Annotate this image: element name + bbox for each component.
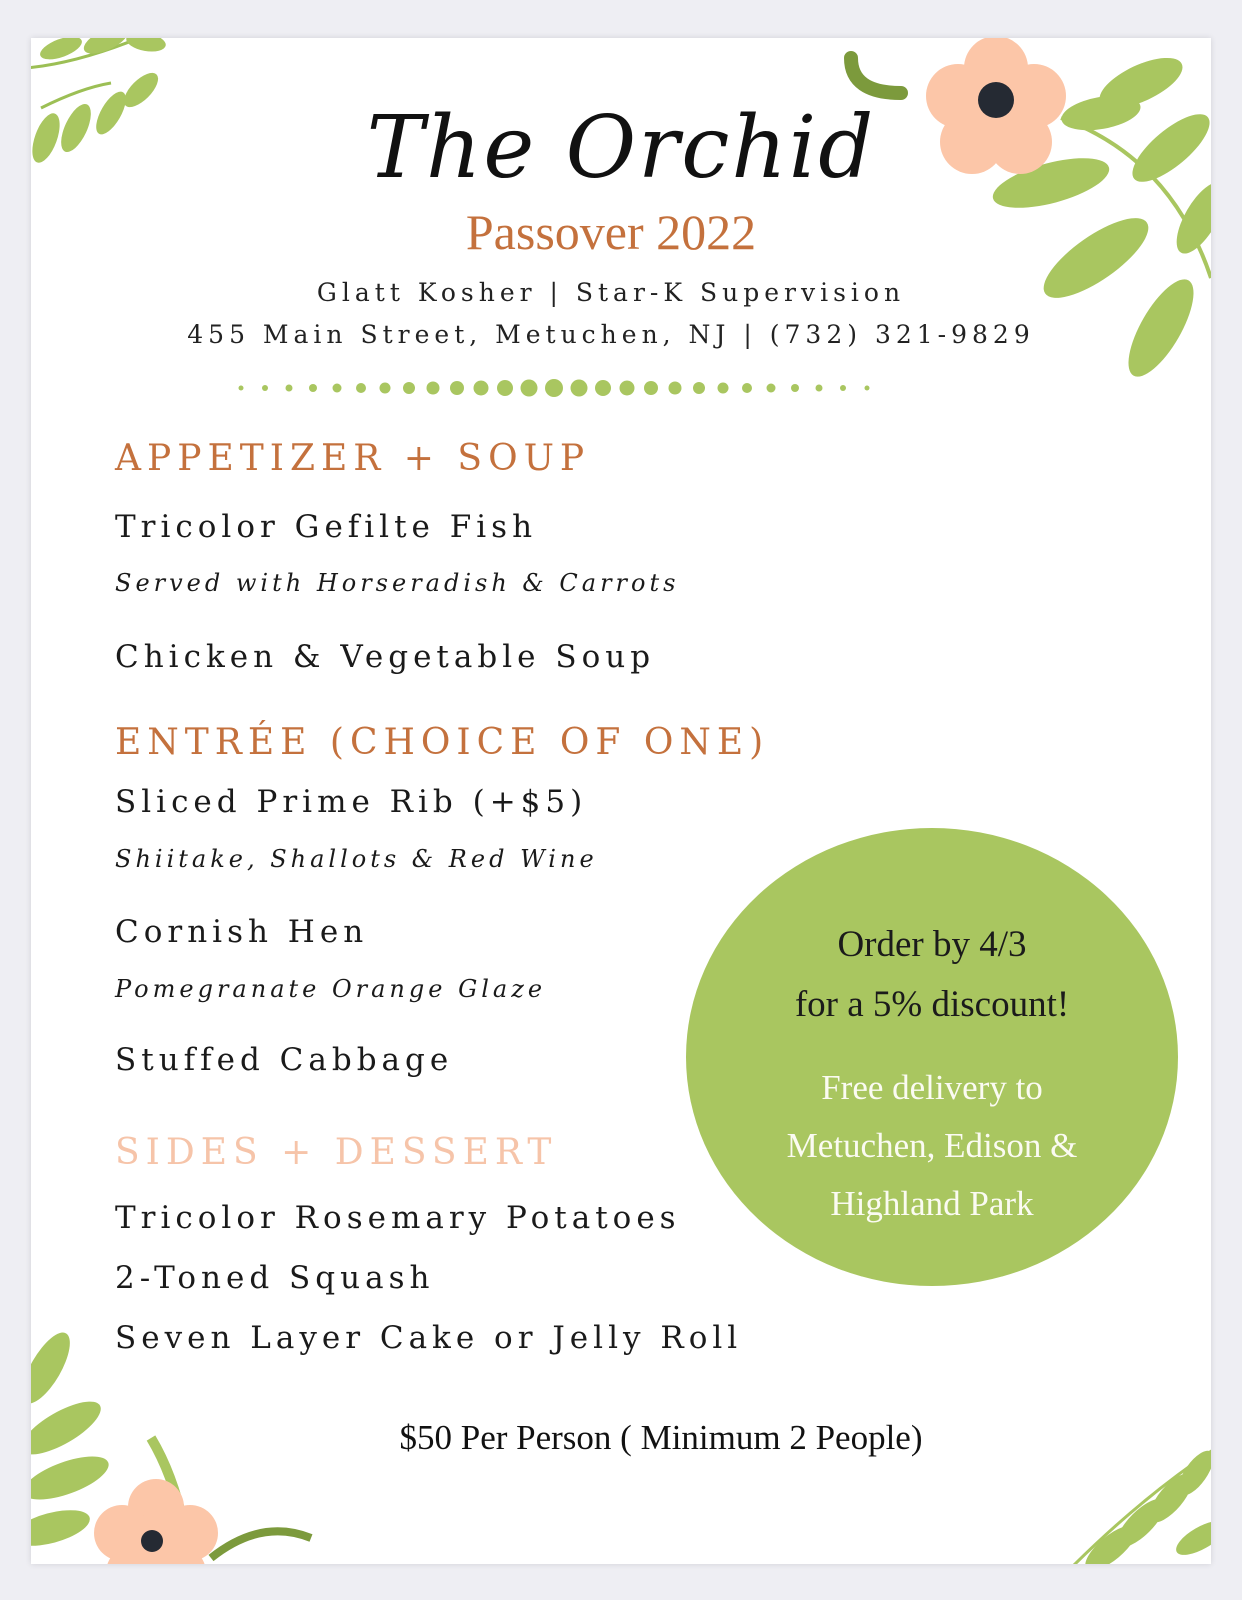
menu-item-description: Shiitake, Shallots & Red Wine [115, 845, 598, 873]
menu-subtitle: Passover 2022 [465, 204, 757, 260]
promo-discount: for a 5% discount! [794, 984, 1070, 1025]
menu-item-description: Served with Horseradish & Carrots [115, 569, 680, 597]
section-heading-entree: ENTRÉE (CHOICE OF ONE) [115, 722, 770, 763]
leaf-sprig-icon [1051, 1408, 1211, 1564]
menu-item-description: Pomegranate Orange Glaze [115, 975, 547, 1003]
menu-item: Chicken & Vegetable Soup [115, 639, 656, 675]
menu-item: Tricolor Rosemary Potatoes [115, 1200, 681, 1236]
menu-item: Stuffed Cabbage [115, 1042, 454, 1078]
section-heading-appetizer: APPETIZER + SOUP [115, 438, 591, 479]
section-heading-sides: SIDES + DESSERT [115, 1132, 558, 1173]
price-per-person: $50 Per Person ( Minimum 2 People) [399, 1418, 923, 1457]
menu-item: Tricolor Gefilte Fish [115, 509, 538, 545]
promo-delivery: Free delivery to [821, 1068, 1043, 1107]
menu-item: Seven Layer Cake or Jelly Roll [115, 1320, 743, 1356]
kosher-info: Glatt Kosher | Star-K Supervision [316, 278, 906, 307]
menu-item: Cornish Hen [115, 914, 369, 950]
promo-delivery-towns: Metuchen, Edison & [786, 1126, 1078, 1165]
address-phone: 455 Main Street, Metuchen, NJ | (732) 321-9829 [187, 320, 1035, 349]
promo-order-by: Order by 4/3 [837, 924, 1027, 965]
menu-item: 2-Toned Squash [115, 1260, 435, 1296]
promo-delivery-towns: Highland Park [830, 1184, 1034, 1223]
dotted-divider-icon [236, 376, 886, 400]
menu-item: Sliced Prime Rib (+$5) [115, 784, 588, 820]
menu-card [31, 38, 1211, 1564]
promo-circle [686, 828, 1178, 1286]
restaurant-name: The Orchid [366, 98, 876, 198]
